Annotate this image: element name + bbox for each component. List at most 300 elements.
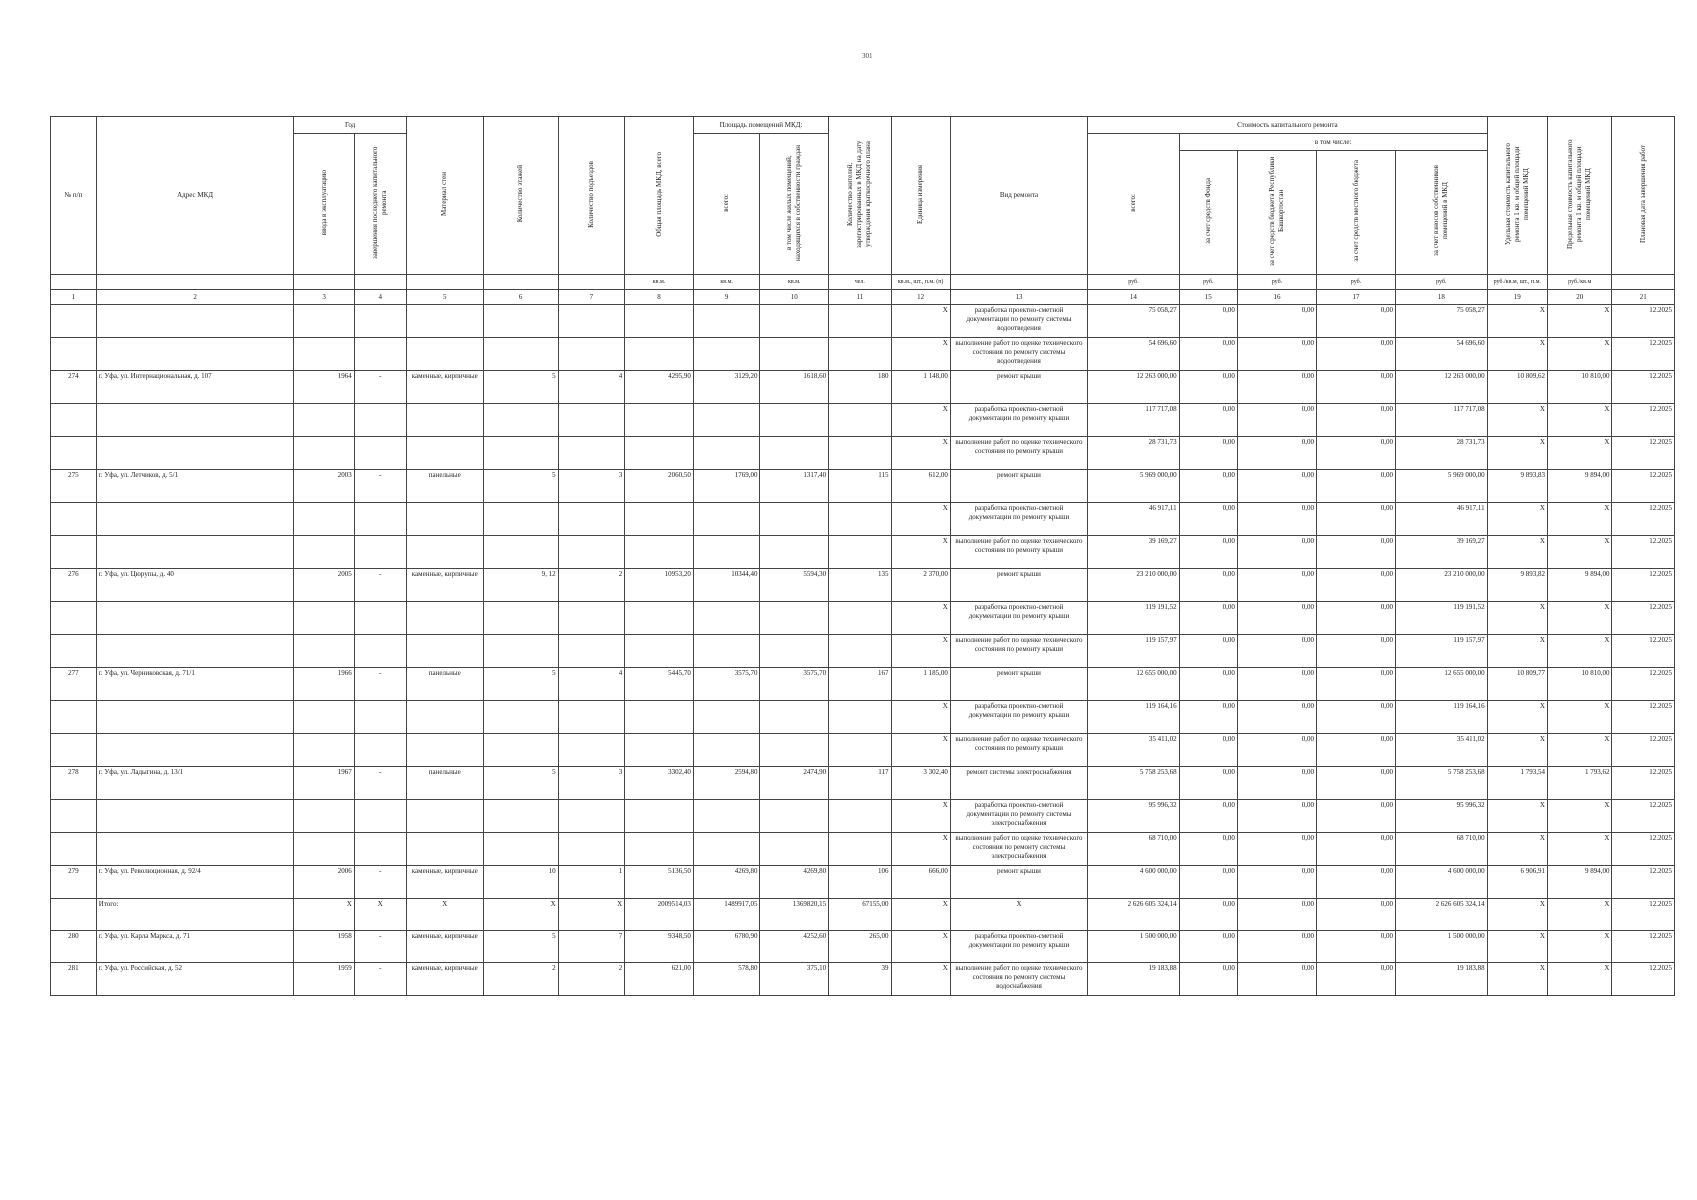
cost-owners-cell: 119 157,97	[1396, 635, 1488, 668]
max-cost-cell: X	[1547, 536, 1611, 569]
unit-cell: X	[891, 437, 950, 470]
floors-cell	[483, 503, 558, 536]
plan-date-cell: 12.2025	[1612, 833, 1675, 866]
owned-area-cell	[760, 833, 829, 866]
table-row	[51, 963, 1675, 996]
header-area-group: Площадь помещений МКД:	[693, 117, 828, 134]
floors-cell: X	[483, 899, 558, 931]
area-cell	[693, 404, 760, 437]
cost-total-cell: 1 500 000,00	[1088, 931, 1180, 963]
cost-budget-cell: 0,00	[1237, 404, 1316, 437]
row-number: 281	[51, 963, 97, 996]
floors-cell	[483, 602, 558, 635]
work-type-cell: ремонт крыши	[950, 866, 1087, 899]
row-number: 274	[51, 371, 97, 404]
floors-cell	[483, 833, 558, 866]
row-number	[51, 602, 97, 635]
table-row	[51, 668, 1675, 701]
residents-cell	[829, 635, 891, 668]
cost-local-cell: 0,00	[1316, 833, 1395, 866]
header-unit: Единица измерения	[891, 117, 950, 275]
total-area-cell: 2009514,03	[625, 899, 694, 931]
year-repair-cell: -	[354, 931, 406, 963]
cost-budget-cell: 0,00	[1237, 734, 1316, 767]
year-commission-cell	[294, 536, 354, 569]
cost-budget-cell: 0,00	[1237, 767, 1316, 800]
table-row	[51, 404, 1675, 437]
work-type-cell: разработка проектно-сметной документации по ремонту крыши	[950, 503, 1087, 536]
cost-owners-cell: 68 710,00	[1396, 833, 1488, 866]
unit-cell	[1612, 275, 1675, 290]
residents-cell	[829, 833, 891, 866]
column-number-cell: 13	[950, 290, 1087, 305]
address-cell	[96, 536, 294, 569]
cost-fund-cell: 0,00	[1179, 470, 1237, 503]
year-commission-cell: 1958	[294, 931, 354, 963]
header-entrances: Количество подъездов	[558, 117, 625, 275]
cost-fund-cell: 0,00	[1179, 668, 1237, 701]
unit-cell: 1 148,00	[891, 371, 950, 404]
cost-fund-cell: 0,00	[1179, 503, 1237, 536]
cost-total-cell: 119 191,52	[1088, 602, 1180, 635]
cost-local-cell: 0,00	[1316, 338, 1395, 371]
column-number-cell: 15	[1179, 290, 1237, 305]
area-cell	[693, 305, 760, 338]
floors-cell	[483, 338, 558, 371]
row-number	[51, 800, 97, 833]
column-number-cell: 7	[558, 290, 625, 305]
owned-area-cell	[760, 536, 829, 569]
cost-fund-cell: 0,00	[1179, 833, 1237, 866]
residents-cell: 115	[829, 470, 891, 503]
cost-owners-cell: 46 917,11	[1396, 503, 1488, 536]
residents-cell	[829, 800, 891, 833]
cost-fund-cell: 0,00	[1179, 800, 1237, 833]
unit-cell: руб./кв.м	[1547, 275, 1611, 290]
wall-cell: каменные, кирпичные	[406, 963, 483, 996]
max-cost-cell: 10 810,00	[1547, 668, 1611, 701]
cost-fund-cell: 0,00	[1179, 536, 1237, 569]
max-cost-cell: X	[1547, 963, 1611, 996]
column-number-cell: 16	[1237, 290, 1316, 305]
cost-owners-cell: 28 731,73	[1396, 437, 1488, 470]
cost-fund-cell: 0,00	[1179, 899, 1237, 931]
year-repair-cell	[354, 635, 406, 668]
year-commission-cell	[294, 833, 354, 866]
column-number-cell: 2	[96, 290, 294, 305]
unit-cell: 666,00	[891, 866, 950, 899]
cost-local-cell: 0,00	[1316, 866, 1395, 899]
column-number-cell: 21	[1612, 290, 1675, 305]
unit-cost-cell: 10 809,77	[1487, 668, 1547, 701]
residents-cell: 106	[829, 866, 891, 899]
plan-date-cell: 12.2025	[1612, 503, 1675, 536]
cost-owners-cell: 23 210 000,00	[1396, 569, 1488, 602]
total-area-cell	[625, 701, 694, 734]
year-repair-cell: -	[354, 767, 406, 800]
cost-total-cell: 5 969 000,00	[1088, 470, 1180, 503]
cost-local-cell: 0,00	[1316, 536, 1395, 569]
owned-area-cell	[760, 602, 829, 635]
cost-local-cell: 0,00	[1316, 404, 1395, 437]
year-commission-cell: 1967	[294, 767, 354, 800]
owned-area-cell	[760, 437, 829, 470]
header-plan-date: Плановая дата завершения работ	[1612, 117, 1675, 275]
max-cost-cell: 1 793,62	[1547, 767, 1611, 800]
entrances-cell	[558, 833, 625, 866]
unit-cell: X	[891, 404, 950, 437]
column-number-cell: 17	[1316, 290, 1395, 305]
column-number-cell: 19	[1487, 290, 1547, 305]
cost-budget-cell: 0,00	[1237, 503, 1316, 536]
unit-cell: чел.	[829, 275, 891, 290]
unit-cost-cell: X	[1487, 833, 1547, 866]
area-cell: 1769,00	[693, 470, 760, 503]
area-cell: 1489917,05	[693, 899, 760, 931]
max-cost-cell: X	[1547, 701, 1611, 734]
entrances-cell	[558, 536, 625, 569]
area-cell: 4269,80	[693, 866, 760, 899]
plan-date-cell: 12.2025	[1612, 963, 1675, 996]
unit-cost-cell: X	[1487, 404, 1547, 437]
unit-cell: кв.м., шт., п.м. (п)	[891, 275, 950, 290]
residents-cell: 135	[829, 569, 891, 602]
header-cost-local: за счет средств местного бюджета	[1316, 151, 1395, 275]
max-cost-cell: 10 810,00	[1547, 371, 1611, 404]
entrances-cell: X	[558, 899, 625, 931]
address-cell	[96, 734, 294, 767]
table-row	[51, 338, 1675, 371]
column-number-cell: 12	[891, 290, 950, 305]
wall-cell	[406, 338, 483, 371]
max-cost-cell: 9 894,00	[1547, 470, 1611, 503]
cost-local-cell: 0,00	[1316, 899, 1395, 931]
table-row	[51, 536, 1675, 569]
unit-cost-cell: X	[1487, 536, 1547, 569]
area-cell	[693, 833, 760, 866]
unit-cost-cell: X	[1487, 800, 1547, 833]
plan-date-cell: 12.2025	[1612, 701, 1675, 734]
column-number-cell: 10	[760, 290, 829, 305]
cost-fund-cell: 0,00	[1179, 701, 1237, 734]
owned-area-cell	[760, 734, 829, 767]
plan-date-cell: 12.2025	[1612, 305, 1675, 338]
cost-budget-cell: 0,00	[1237, 536, 1316, 569]
address-cell: г. Уфа, ул. Революционная, д. 92/4	[96, 866, 294, 899]
unit-cost-cell: X	[1487, 305, 1547, 338]
cost-local-cell: 0,00	[1316, 371, 1395, 404]
cost-local-cell: 0,00	[1316, 767, 1395, 800]
owned-area-cell	[760, 701, 829, 734]
unit-cell: кв.м.	[625, 275, 694, 290]
plan-date-cell: 12.2025	[1612, 602, 1675, 635]
row-number	[51, 899, 97, 931]
header-cost-group: Стоимость капитального ремонта	[1088, 117, 1488, 134]
residents-cell	[829, 338, 891, 371]
total-area-cell: 621,00	[625, 963, 694, 996]
total-area-cell: 4295,90	[625, 371, 694, 404]
header-year-last-repair: завершения последнего капитального ремонта	[354, 134, 406, 275]
cost-fund-cell: 0,00	[1179, 338, 1237, 371]
wall-cell: каменные, кирпичные	[406, 371, 483, 404]
header-wall: Материал стен	[406, 117, 483, 275]
unit-cost-cell: X	[1487, 931, 1547, 963]
wall-cell	[406, 734, 483, 767]
year-commission-cell: 2005	[294, 569, 354, 602]
area-cell	[693, 734, 760, 767]
entrances-cell: 3	[558, 767, 625, 800]
owned-area-cell: 4269,80	[760, 866, 829, 899]
header-no: № п/п	[51, 117, 97, 275]
unit-cost-cell: X	[1487, 963, 1547, 996]
cost-owners-cell: 12 655 000,00	[1396, 668, 1488, 701]
floors-cell: 5	[483, 767, 558, 800]
unit-cell: X	[891, 305, 950, 338]
unit-cost-cell: X	[1487, 734, 1547, 767]
cost-owners-cell: 35 411,02	[1396, 734, 1488, 767]
work-type-cell: разработка проектно-сметной документации по ремонту крыши	[950, 701, 1087, 734]
cost-local-cell: 0,00	[1316, 963, 1395, 996]
cost-local-cell: 0,00	[1316, 470, 1395, 503]
column-number-cell: 5	[406, 290, 483, 305]
max-cost-cell: X	[1547, 635, 1611, 668]
cost-total-cell: 46 917,11	[1088, 503, 1180, 536]
address-cell	[96, 833, 294, 866]
year-commission-cell	[294, 602, 354, 635]
total-area-cell	[625, 602, 694, 635]
owned-area-cell: 1369820,15	[760, 899, 829, 931]
year-commission-cell	[294, 503, 354, 536]
column-number-cell: 1	[51, 290, 97, 305]
cost-budget-cell: 0,00	[1237, 931, 1316, 963]
cost-budget-cell: 0,00	[1237, 569, 1316, 602]
plan-date-cell: 12.2025	[1612, 470, 1675, 503]
header-unit-cost: Удельная стоимость капитального ремонта 1 кв. м общей площади помещений МКД	[1487, 117, 1547, 275]
unit-cell: 3 302,40	[891, 767, 950, 800]
max-cost-cell: X	[1547, 899, 1611, 931]
address-cell	[96, 602, 294, 635]
year-repair-cell	[354, 800, 406, 833]
floors-cell	[483, 701, 558, 734]
year-commission-cell: 1959	[294, 963, 354, 996]
max-cost-cell: X	[1547, 833, 1611, 866]
row-number: 276	[51, 569, 97, 602]
plan-date-cell: 12.2025	[1612, 437, 1675, 470]
address-cell: г. Уфа, ул. Ладыгина, д. 13/1	[96, 767, 294, 800]
work-type-cell: ремонт крыши	[950, 371, 1087, 404]
address-cell: г. Уфа, ул. Цюрупы, д. 40	[96, 569, 294, 602]
entrances-cell	[558, 437, 625, 470]
wall-cell: панельные	[406, 470, 483, 503]
wall-cell	[406, 503, 483, 536]
owned-area-cell	[760, 635, 829, 668]
entrances-cell: 1	[558, 866, 625, 899]
column-number-cell: 3	[294, 290, 354, 305]
unit-cell: руб.	[1396, 275, 1488, 290]
wall-cell: каменные, кирпичные	[406, 866, 483, 899]
area-cell: 578,80	[693, 963, 760, 996]
year-repair-cell	[354, 305, 406, 338]
cost-fund-cell: 0,00	[1179, 437, 1237, 470]
cost-budget-cell: 0,00	[1237, 668, 1316, 701]
wall-cell	[406, 404, 483, 437]
year-commission-cell: 1964	[294, 371, 354, 404]
header-cost-owners: за счет взносов собственников помещений в МКД	[1396, 151, 1488, 275]
area-cell: 6780,90	[693, 931, 760, 963]
residents-cell	[829, 503, 891, 536]
wall-cell: каменные, кирпичные	[406, 569, 483, 602]
cost-local-cell: 0,00	[1316, 635, 1395, 668]
entrances-cell	[558, 800, 625, 833]
unit-cell	[558, 275, 625, 290]
wall-cell	[406, 437, 483, 470]
total-area-cell: 10953,20	[625, 569, 694, 602]
year-commission-cell: 1966	[294, 668, 354, 701]
address-cell	[96, 404, 294, 437]
cost-total-cell: 117 717,08	[1088, 404, 1180, 437]
unit-cell: X	[891, 536, 950, 569]
wall-cell: X	[406, 899, 483, 931]
unit-cost-cell: X	[1487, 338, 1547, 371]
residents-cell: 67155,00	[829, 899, 891, 931]
cost-total-cell: 68 710,00	[1088, 833, 1180, 866]
cost-budget-cell: 0,00	[1237, 602, 1316, 635]
floors-cell: 9, 12	[483, 569, 558, 602]
area-cell	[693, 602, 760, 635]
work-type-cell: разработка проектно-сметной документации по ремонту системы водоотведения	[950, 305, 1087, 338]
work-type-cell: ремонт системы электроснабжения	[950, 767, 1087, 800]
unit-cell: 1 185,00	[891, 668, 950, 701]
owned-area-cell	[760, 305, 829, 338]
unit-cell: X	[891, 734, 950, 767]
year-commission-cell	[294, 701, 354, 734]
unit-cell: X	[891, 338, 950, 371]
work-type-cell: выполнение работ по оценке технического состояния по ремонту системы водоотведения	[950, 338, 1087, 371]
unit-cell	[406, 275, 483, 290]
address-cell	[96, 800, 294, 833]
entrances-cell	[558, 305, 625, 338]
owned-area-cell	[760, 800, 829, 833]
wall-cell: каменные, кирпичные	[406, 931, 483, 963]
unit-cost-cell: X	[1487, 602, 1547, 635]
plan-date-cell: 12.2025	[1612, 404, 1675, 437]
area-cell	[693, 503, 760, 536]
total-area-cell	[625, 338, 694, 371]
table-row	[51, 767, 1675, 800]
unit-cost-cell: X	[1487, 437, 1547, 470]
year-repair-cell: -	[354, 866, 406, 899]
owned-area-cell	[760, 338, 829, 371]
floors-cell: 2	[483, 963, 558, 996]
row-number: 277	[51, 668, 97, 701]
cost-total-cell: 119 164,16	[1088, 701, 1180, 734]
row-number: 280	[51, 931, 97, 963]
cost-fund-cell: 0,00	[1179, 569, 1237, 602]
work-type-cell: разработка проектно-сметной документации по ремонту крыши	[950, 602, 1087, 635]
cost-budget-cell: 0,00	[1237, 963, 1316, 996]
wall-cell: панельные	[406, 668, 483, 701]
wall-cell	[406, 635, 483, 668]
floors-cell: 5	[483, 931, 558, 963]
cost-budget-cell: 0,00	[1237, 371, 1316, 404]
owned-area-cell: 1317,40	[760, 470, 829, 503]
table-row	[51, 437, 1675, 470]
residents-cell	[829, 437, 891, 470]
unit-cost-cell: 9 893,83	[1487, 470, 1547, 503]
total-area-cell	[625, 437, 694, 470]
unit-cell: X	[891, 503, 950, 536]
header-cost-total: всего:	[1088, 134, 1180, 275]
row-number	[51, 437, 97, 470]
unit-cell: 2 370,00	[891, 569, 950, 602]
header-area-owned: в том числе жилых помещений, находящихся в собственности граждан	[760, 134, 829, 275]
year-repair-cell: X	[354, 899, 406, 931]
work-type-cell: выполнение работ по оценке технического состояния по ремонту крыши	[950, 734, 1087, 767]
year-commission-cell: 2003	[294, 470, 354, 503]
header-year-commission: ввода в эксплуатацию	[294, 134, 354, 275]
max-cost-cell: X	[1547, 503, 1611, 536]
floors-cell	[483, 305, 558, 338]
wall-cell	[406, 536, 483, 569]
address-cell	[96, 701, 294, 734]
max-cost-cell: 9 894,00	[1547, 569, 1611, 602]
year-commission-cell	[294, 635, 354, 668]
address-cell: г. Уфа, ул. Карла Маркса, д. 71	[96, 931, 294, 963]
year-repair-cell	[354, 503, 406, 536]
entrances-cell: 4	[558, 371, 625, 404]
year-commission-cell: 2006	[294, 866, 354, 899]
floors-cell: 5	[483, 668, 558, 701]
total-area-cell	[625, 734, 694, 767]
max-cost-cell: X	[1547, 800, 1611, 833]
cost-fund-cell: 0,00	[1179, 931, 1237, 963]
cost-fund-cell: 0,00	[1179, 866, 1237, 899]
unit-cell: X	[891, 931, 950, 963]
header-work-type: Вид ремонта	[950, 117, 1087, 275]
max-cost-cell: X	[1547, 305, 1611, 338]
wall-cell	[406, 701, 483, 734]
row-number	[51, 338, 97, 371]
table-body	[51, 305, 1675, 996]
floors-cell	[483, 734, 558, 767]
header-residents: Количество жителей, зарегистрированных в МКД на дату утверждения краткосрочного плана	[829, 117, 891, 275]
max-cost-cell: X	[1547, 338, 1611, 371]
year-repair-cell: -	[354, 569, 406, 602]
total-area-cell: 2060,50	[625, 470, 694, 503]
entrances-cell	[558, 701, 625, 734]
cost-fund-cell: 0,00	[1179, 602, 1237, 635]
total-area-cell: 5445,70	[625, 668, 694, 701]
total-area-cell	[625, 536, 694, 569]
wall-cell	[406, 305, 483, 338]
max-cost-cell: X	[1547, 602, 1611, 635]
cost-local-cell: 0,00	[1316, 931, 1395, 963]
work-type-cell: разработка проектно-сметной документации по ремонту крыши	[950, 404, 1087, 437]
work-type-cell: X	[950, 899, 1087, 931]
header-area-all: всего:	[693, 134, 760, 275]
area-cell	[693, 800, 760, 833]
wall-cell	[406, 833, 483, 866]
residents-cell	[829, 305, 891, 338]
year-repair-cell	[354, 734, 406, 767]
row-number	[51, 833, 97, 866]
row-number	[51, 701, 97, 734]
cost-owners-cell: 5 969 000,00	[1396, 470, 1488, 503]
area-cell: 10344,40	[693, 569, 760, 602]
cost-fund-cell: 0,00	[1179, 371, 1237, 404]
unit-cost-cell: 10 809,62	[1487, 371, 1547, 404]
cost-budget-cell: 0,00	[1237, 800, 1316, 833]
